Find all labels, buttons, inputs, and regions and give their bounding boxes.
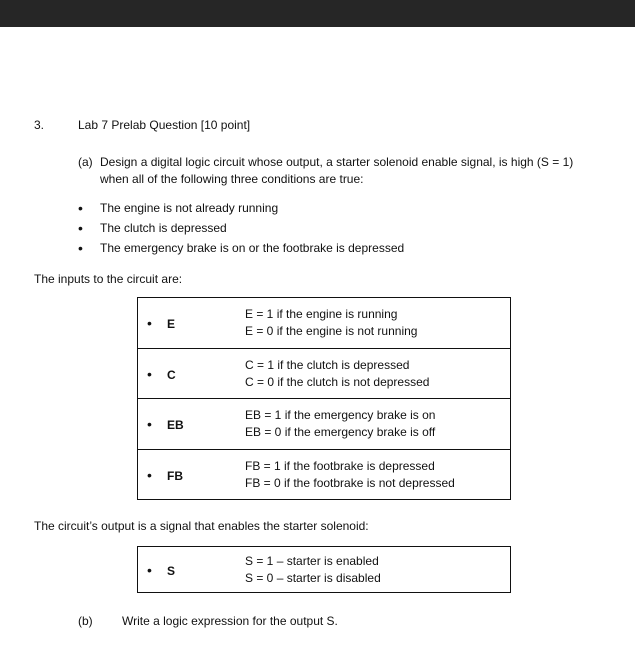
part-b-text: Write a logic expression for the output S. [122,614,338,628]
part-a-line2: when all of the following three conditions are true: [100,172,364,186]
part-a-line1: Design a digital logic circuit whose output, a starter solenoid enable signal, is high (S = 1) [100,155,574,169]
table-row [138,349,511,399]
input-symbol: FB [167,468,183,483]
output-symbol: S [167,563,176,578]
input-desc-line2: E = 0 if the engine is not running [245,324,418,338]
bullet-icon: • [147,416,152,432]
input-symbol: E [167,317,176,331]
table-row [138,450,511,500]
top-bar [0,0,635,27]
bullet-icon: • [147,466,152,483]
input-desc-line1: E = 1 if the engine is running [245,307,398,321]
input-symbol: C [167,367,176,382]
output-table [137,546,511,593]
part-a-label: (a) [78,155,93,169]
question-number: 3. [34,118,45,132]
table-row [138,547,511,593]
output-desc-line1: S = 1 – starter is enabled [245,553,379,568]
input-symbol: EB [167,418,184,432]
list-item: • The engine is not already running [78,200,404,220]
bullet-icon: • [147,561,152,578]
output-heading: The circuit’s output is a signal that enables the starter solenoid: [34,519,369,533]
inputs-heading: The inputs to the circuit are: [34,272,183,286]
bullet-icon: • [147,365,152,382]
output-desc-line2: S = 0 – starter is disabled [245,570,381,585]
bullet-icon: • [147,315,152,331]
input-desc-line1: C = 1 if the clutch is depressed [245,357,410,372]
input-desc-line2: FB = 0 if the footbrake is not depressed [245,475,455,490]
input-desc-line2: EB = 0 if the emergency brake is off [245,425,436,439]
table-row [138,298,511,349]
inputs-table [137,297,511,500]
question-title: Lab 7 Prelab Question [10 point] [78,118,251,132]
input-desc-line2: C = 0 if the clutch is not depressed [245,374,430,389]
list-item: • The clutch is depressed [78,220,404,240]
input-desc-line1: EB = 1 if the emergency brake is on [245,408,436,422]
input-desc-line1: FB = 1 if the footbrake is depressed [245,458,435,473]
table-row [138,399,511,450]
list-item: • The emergency brake is on or the footbrake is depressed [78,240,404,260]
conditions-list [78,200,404,260]
part-b-label: (b) [78,614,93,628]
